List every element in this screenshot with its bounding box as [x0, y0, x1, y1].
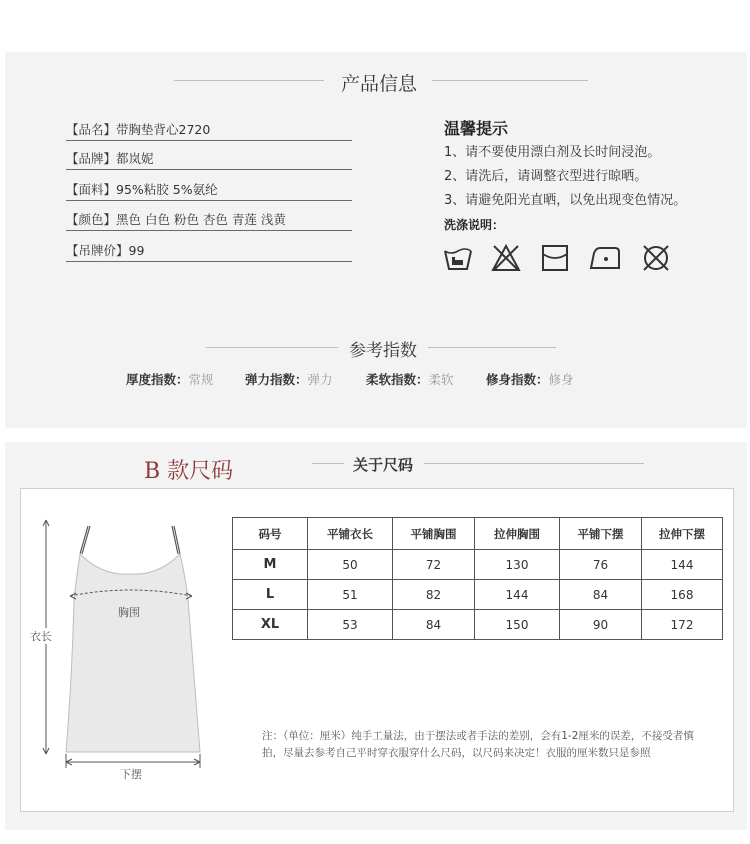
title-rule-right	[428, 347, 556, 348]
index-title: 参考指数	[349, 341, 417, 361]
table-cell: 130	[475, 550, 560, 580]
thickness-index	[126, 370, 214, 388]
product-brand-row: 【品牌】都岚妮	[66, 149, 352, 170]
no-bleach-icon	[491, 243, 521, 273]
product-name-row: 【品名】带胸垫背心2720	[66, 120, 352, 141]
table-cell: 50	[308, 550, 393, 580]
index-key: 厚度指数：	[126, 372, 189, 387]
table-cell: 150	[475, 610, 560, 640]
table-cell: 90	[560, 610, 642, 640]
tip-item: 1、请不要使用漂白剂及长时间浸泡。	[444, 145, 661, 160]
table-cell: 84	[560, 580, 642, 610]
title-rule-right	[432, 80, 588, 81]
title-rule-right	[424, 463, 644, 464]
size-cell: M	[233, 550, 308, 580]
product-info-title: 产品信息	[340, 73, 417, 95]
title-rule-left	[174, 80, 324, 81]
camisole-diagram	[22, 490, 228, 808]
size-cell: XL	[233, 610, 308, 640]
table-header-cell: 拉伸下摆	[642, 518, 723, 550]
table-row	[233, 550, 723, 580]
wash-instructions-title: 洗涤说明：	[444, 218, 505, 232]
tips-title: 温馨提示	[444, 119, 509, 138]
line-dry-icon	[540, 243, 570, 273]
table-cell: 53	[308, 610, 393, 640]
table-header-row	[233, 518, 723, 550]
title-rule-left	[312, 463, 344, 464]
table-cell: 168	[642, 580, 723, 610]
low-iron-icon	[588, 243, 622, 273]
size-cell: L	[233, 580, 308, 610]
hem-label: 下摆	[120, 768, 142, 781]
elasticity-index	[245, 370, 333, 388]
index-value: 修身	[548, 372, 574, 387]
hand-wash-icon	[443, 243, 473, 273]
product-fabric-row: 【面料】95%粘胶 5%氨纶	[66, 180, 352, 201]
table-cell: 144	[475, 580, 560, 610]
table-header-cell: 平铺衣长	[308, 518, 393, 550]
table-cell: 51	[308, 580, 393, 610]
index-value: 常规	[188, 372, 214, 387]
table-header-cell: 码号	[233, 518, 308, 550]
table-row	[233, 610, 723, 640]
table-header-cell: 平铺下摆	[560, 518, 642, 550]
table-cell: 76	[560, 550, 642, 580]
index-key: 柔软指数：	[366, 372, 429, 387]
title-rule-left	[206, 347, 338, 348]
table-cell: 82	[393, 580, 475, 610]
size-note: 注：（单位：厘米）纯手工量法，由于摆法或者手法的差别，会有1-2厘米的误差，不接受者慎拍，尽量去参考自己平时穿衣服穿什么尺码，以尺码来决定！衣服的厘米数只是参照	[262, 730, 694, 759]
no-dry-clean-icon	[641, 243, 671, 273]
table-cell: 72	[393, 550, 475, 580]
style-size-label: B 款尺码	[144, 459, 234, 484]
table-cell: 144	[642, 550, 723, 580]
table-cell: 172	[642, 610, 723, 640]
table-header-cell: 拉伸胸围	[475, 518, 560, 550]
length-label: 衣长	[30, 630, 52, 643]
table-header-cell: 平铺胸围	[393, 518, 475, 550]
slim-fit-index	[486, 370, 574, 388]
product-price-row: 【吊牌价】99	[66, 241, 352, 262]
index-value: 柔软	[428, 372, 454, 387]
table-row	[233, 580, 723, 610]
index-key: 修身指数：	[486, 372, 549, 387]
index-key: 弹力指数：	[245, 372, 308, 387]
size-title: 关于尺码	[352, 456, 413, 474]
size-table	[232, 517, 723, 640]
chest-label: 胸围	[118, 606, 140, 619]
softness-index	[366, 370, 454, 388]
tip-item: 2、请洗后，请调整衣型进行晾晒。	[444, 169, 648, 184]
product-color-row: 【颜色】黑色 白色 粉色 杏色 青莲 浅黄	[66, 210, 352, 231]
index-value: 弹力	[307, 372, 333, 387]
table-cell: 84	[393, 610, 475, 640]
tip-item: 3、请避免阳光直晒，以免出现变色情况。	[444, 193, 687, 208]
